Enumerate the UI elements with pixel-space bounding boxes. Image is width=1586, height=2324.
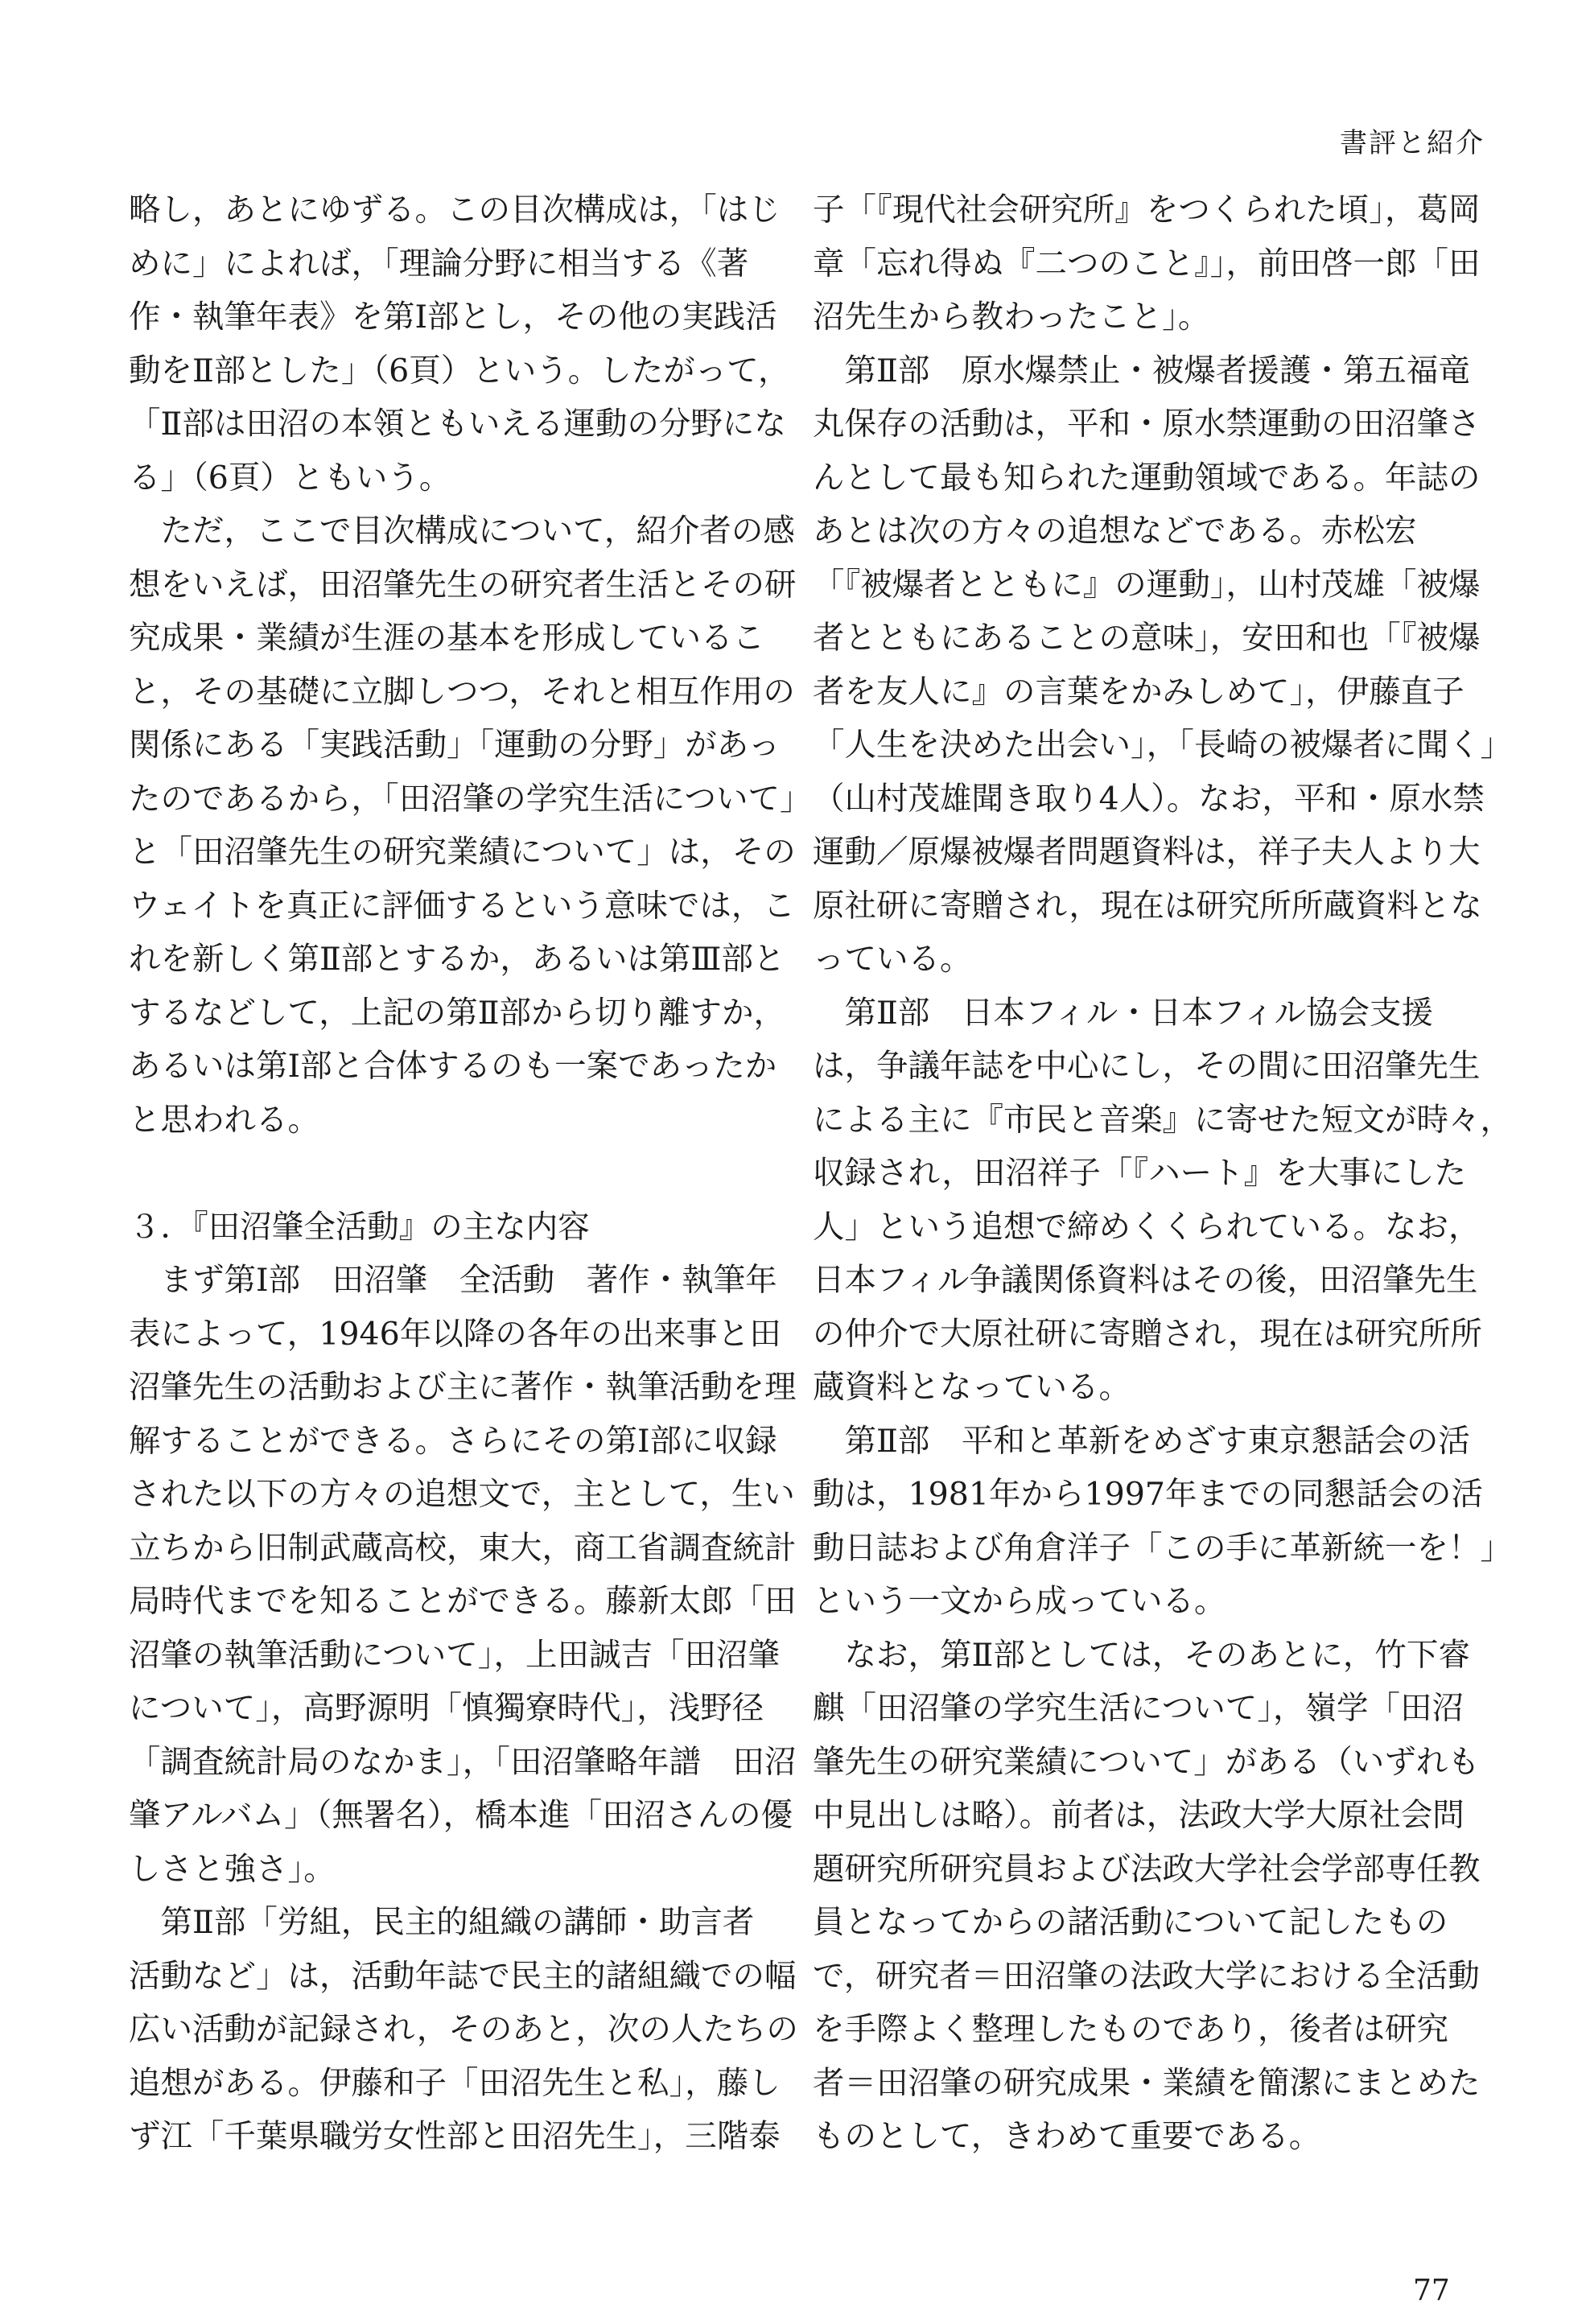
text-line: る」（6頁）ともいう。 bbox=[129, 459, 451, 497]
text-line: による主に『市民と音楽』に寄せた短文が時々， bbox=[813, 1101, 1512, 1139]
text-line: れを新しく第Ⅱ部とするか，あるいは第Ⅲ部と bbox=[129, 941, 785, 978]
text-line: まず第Ⅰ部 田沼肇 全活動 著作・執筆年 bbox=[129, 1262, 777, 1299]
text-line: 運動／原爆被爆者問題資料は，祥子夫人より大 bbox=[813, 834, 1481, 871]
text-line: ウェイトを真正に評価するという意味では，こ bbox=[129, 887, 795, 925]
text-line: 第Ⅱ部 日本フィル・日本フィル協会支援 bbox=[813, 994, 1434, 1032]
text-line: なお，第Ⅱ部としては，そのあとに，竹下睿 bbox=[813, 1636, 1470, 1674]
text-line: 沼先生から教わったこと」。 bbox=[813, 299, 1210, 336]
text-line: 広い活動が記録され，そのあと，次の人たちの bbox=[129, 2011, 798, 2048]
text-line: 者を友人に』の言葉をかみしめて」，伊藤直子 bbox=[813, 673, 1464, 711]
text-line: 作・執筆年表》を第Ⅰ部とし，その他の実践活 bbox=[129, 299, 777, 336]
text-line: 想をいえば，田沼肇先生の研究者生活とその研 bbox=[129, 566, 797, 604]
text-line: 原社研に寄贈され，現在は研究所所蔵資料とな bbox=[813, 887, 1482, 925]
text-line: 動日誌および角倉洋子「この手に革新統一を！」 bbox=[813, 1529, 1512, 1567]
text-line: 沼肇の執筆活動について」，上田誠吉「田沼肇 bbox=[129, 1636, 780, 1674]
text-line: ものとして，きわめて重要である。 bbox=[813, 2118, 1321, 2155]
text-line: 動をⅡ部とした」（6頁）という。したがって， bbox=[129, 352, 790, 389]
text-line: 活動など」は，活動年誌で民主的諸組織での幅 bbox=[129, 1957, 797, 1995]
text-line: 略し，あとにゆずる。この目次構成は，「はじ bbox=[129, 192, 781, 229]
text-line: 追想がある。伊藤和子「田沼先生と私」，藤し bbox=[129, 2064, 781, 2102]
text-line: 沼肇先生の活動および主に著作・執筆活動を理 bbox=[129, 1369, 797, 1406]
text-line: 員となってからの諸活動について記したもの bbox=[813, 1904, 1448, 1941]
text-line: ず江「千葉県職労女性部と田沼先生」，三階泰 bbox=[129, 2118, 781, 2155]
text-line: は，争議年誌を中心にし，その間に田沼肇先生 bbox=[813, 1048, 1481, 1085]
left-column bbox=[129, 183, 812, 2164]
text-line: 者とともにあることの意味」，安田和也「『被爆 bbox=[813, 620, 1481, 657]
text-line: しさと強さ」。 bbox=[129, 1850, 336, 1888]
text-line: 立ちから旧制武蔵高校，東大，商工省調査統計 bbox=[129, 1529, 797, 1567]
text-line bbox=[129, 1147, 777, 1201]
text-line: という一文から成っている。 bbox=[813, 1583, 1226, 1620]
text-line: っている。 bbox=[813, 941, 972, 978]
text-line: 究成果・業績が生涯の基本を形成しているこ bbox=[129, 620, 764, 657]
text-line: 局時代までを知ることができる。藤新太郎「田 bbox=[129, 1583, 797, 1620]
text-line: と思われる。 bbox=[129, 1101, 319, 1139]
text-line: を手際よく整理したものであり，後者は研究 bbox=[813, 2011, 1448, 2048]
running-header: 書評と紹介 bbox=[1340, 127, 1485, 159]
text-line: で，研究者＝田沼肇の法政大学における全活動 bbox=[813, 1957, 1480, 1995]
text-line: 子「『現代社会研究所』をつくられた頃」，葛岡 bbox=[813, 192, 1481, 229]
text-line: 丸保存の活動は，平和・原水禁運動の田沼肇さ bbox=[813, 406, 1481, 443]
text-line: ３．『田沼肇全活動』の主な内容 bbox=[129, 1208, 590, 1246]
text-line: 人」という追想で締めくくられている。なお， bbox=[813, 1208, 1481, 1246]
text-line: の仲介で大原社研に寄贈され，現在は研究所所 bbox=[813, 1315, 1482, 1353]
text-line: するなどして，上記の第Ⅱ部から切り離すか， bbox=[129, 994, 786, 1032]
text-line: 動は，1981年から1997年までの同懇話会の活 bbox=[813, 1476, 1484, 1513]
text-line: された以下の方々の追想文で，主として，生い bbox=[129, 1476, 795, 1513]
text-line: 「人生を決めた出会い」，「長崎の被爆者に聞く」 bbox=[813, 727, 1512, 764]
text-line: 中見出しは略）。前者は，法政大学大原社会問 bbox=[813, 1797, 1464, 1834]
text-line: 麒「田沼肇の学究生活について」，嶺学「田沼 bbox=[813, 1690, 1464, 1727]
text-line: あとは次の方々の追想などである。赤松宏 bbox=[813, 513, 1417, 550]
text-line: 日本フィル争議関係資料はその後，田沼肇先生 bbox=[813, 1262, 1478, 1299]
text-line: 肇アルバム」（無署名），橋本進「田沼さんの優 bbox=[129, 1797, 793, 1834]
text-line: と，その基礎に立脚しつつ，それと相互作用の bbox=[129, 673, 795, 711]
text-line: 収録され，田沼祥子「『ハート』を大事にした bbox=[813, 1155, 1467, 1192]
text-line: 第Ⅱ部「労組，民主的組織の講師・助言者 bbox=[129, 1904, 755, 1941]
text-line: 者＝田沼肇の研究成果・業績を簡潔にまとめた bbox=[813, 2064, 1481, 2102]
text-line: たのであるから，「田沼肇の学究生活について」 bbox=[129, 780, 812, 818]
text-line: 表によって，1946年以降の各年の出来事と田 bbox=[129, 1315, 781, 1353]
text-line: 解することができる。さらにその第Ⅰ部に収録 bbox=[129, 1422, 777, 1460]
text-line: 肇先生の研究業績について」がある（いずれも bbox=[813, 1743, 1480, 1781]
text-line: 「調査統計局のなかま」，「田沼肇略年譜 田沼 bbox=[129, 1743, 797, 1781]
text-line: （山村茂雄聞き取り4人）。なお，平和・原水禁 bbox=[813, 780, 1485, 818]
page-number: 77 bbox=[1413, 2274, 1450, 2307]
text-line: 第Ⅱ部 平和と革新をめざす東京懇話会の活 bbox=[813, 1422, 1470, 1460]
text-line: 「Ⅱ部は田沼の本領ともいえる運動の分野にな bbox=[129, 406, 786, 443]
text-line: について」，高野源明「慎獨寮時代」，浅野径 bbox=[129, 1690, 764, 1727]
text-line: めに」によれば，「理論分野に相当する《著 bbox=[129, 245, 749, 282]
text-line: 蔵資料となっている。 bbox=[813, 1369, 1131, 1406]
text-line: 章「忘れ得ぬ『二つのこと』」，前田啓一郎「田 bbox=[813, 245, 1481, 282]
text-line: 第Ⅱ部 原水爆禁止・被爆者援護・第五福竜 bbox=[813, 352, 1470, 389]
text-line: あるいは第Ⅰ部と合体するのも一案であったか bbox=[129, 1048, 777, 1085]
text-line: 題研究所研究員および法政大学社会学部専任教 bbox=[813, 1850, 1481, 1888]
text-line: ただ，ここで目次構成について，紹介者の感 bbox=[129, 513, 795, 550]
text-line: 関係にある「実践活動」「運動の分野」があっ bbox=[129, 727, 781, 764]
text-line: んとして最も知られた運動領域である。年誌の bbox=[813, 459, 1481, 497]
text-line: と「田沼肇先生の研究業績について」は，その bbox=[129, 834, 796, 871]
text-line: 「『被爆者とともに』の運動」，山村茂雄「被爆 bbox=[813, 566, 1481, 604]
right-column bbox=[813, 183, 1512, 2164]
